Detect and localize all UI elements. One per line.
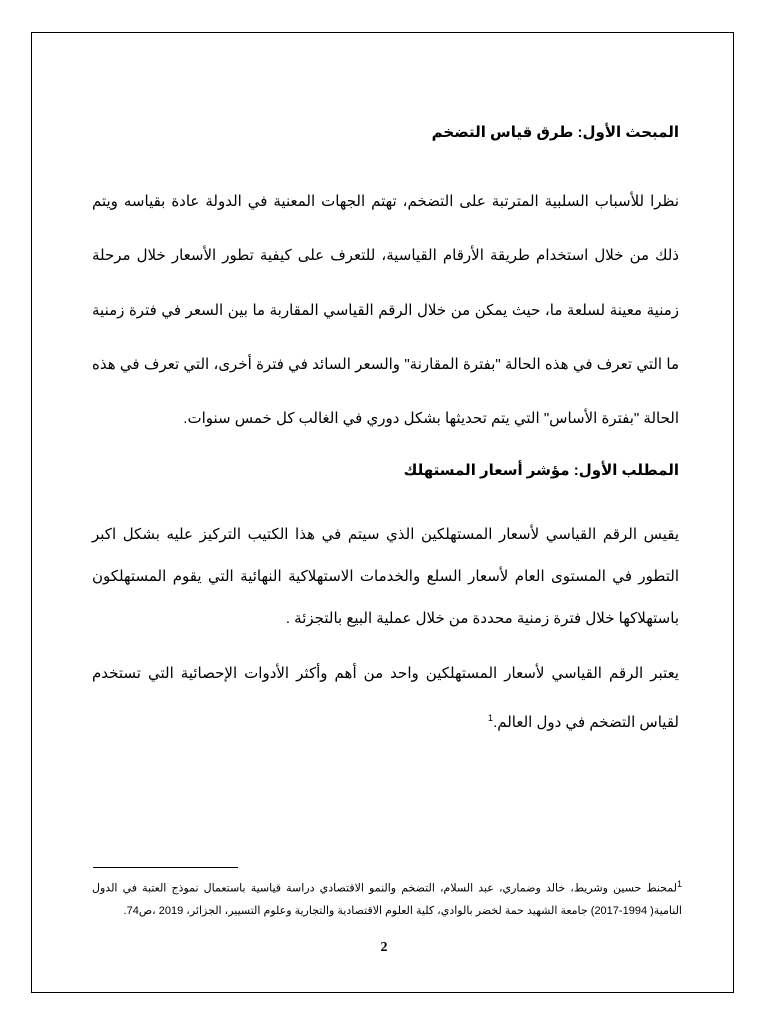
footnote-text: لمحنط حسين وشريط، خالد وضماري، عبد السلام، التضخم والنمو الاقتصادي دراسة قياسية باستعمال نموذج العتبة في الدول النامية( 1994-2017) جامعة الشهيد حمة لخضر بالوادي، كلية العلوم الاقتصادية والتجارية وعلوم التسيير، الجزائر، 2019 ،ص74. [92, 882, 682, 917]
document-body [92, 112, 679, 745]
subsection-title: المطلب الأول: مؤشر أسعار المستهلك [403, 462, 679, 480]
paragraph-intro: نظرا للأسباب السلبية المترتبة على التضخم، تهتم الجهات المعنية في الدولة عادة بقياسه ويتم ذلك من خلال استخدام طريقة الأرقام القياسية، للتعرف على كيفية تطور الأسعار خلال مرحلة زمنية معينة لسلعة ما، حيث يمكن من خلال الرقم القياسي المقاربة ما بين السعر في فترة زمنية ما التي تعرف في هذه الحالة "بفترة المقارنة" والسعر السائد في فترة أخرى، التي تعرف في هذه الحالة "بفترة الأساس" التي يتم تحديثها بشكل دوري في الغالب كل خمس سنوات. [92, 193, 679, 428]
paragraph-cpi-definition: يقيس الرقم القياسي لأسعار المستهلكين الذي سيتم في هذا الكتيب التركيز عليه بشكل اكبر التطور في المستوى العام لأسعار السلع والخدمات الاستهلاكية النهائية التي يقوم المستهلكون باستهلاكها خلال فترة زمنية محددة من خلال عملية البيع بالتجزئة . [92, 526, 679, 628]
page-number: 2 [380, 940, 388, 955]
footnote-separator [93, 867, 238, 868]
footnote [92, 873, 682, 922]
section-title: المبحث الأول: طرق قياس التضخم [431, 124, 679, 141]
footnote-reference: 1 [488, 713, 494, 724]
footnote-marker: 1 [676, 879, 682, 889]
paragraph-cpi-importance-text: يعتبر الرقم القياسي لأسعار المستهلكين واحد من أهم وأكثر الأدوات الإحصائية التي تستخدم لقياس التضخم في دول العالم. [92, 665, 679, 732]
paragraph-cpi-importance [92, 652, 679, 745]
